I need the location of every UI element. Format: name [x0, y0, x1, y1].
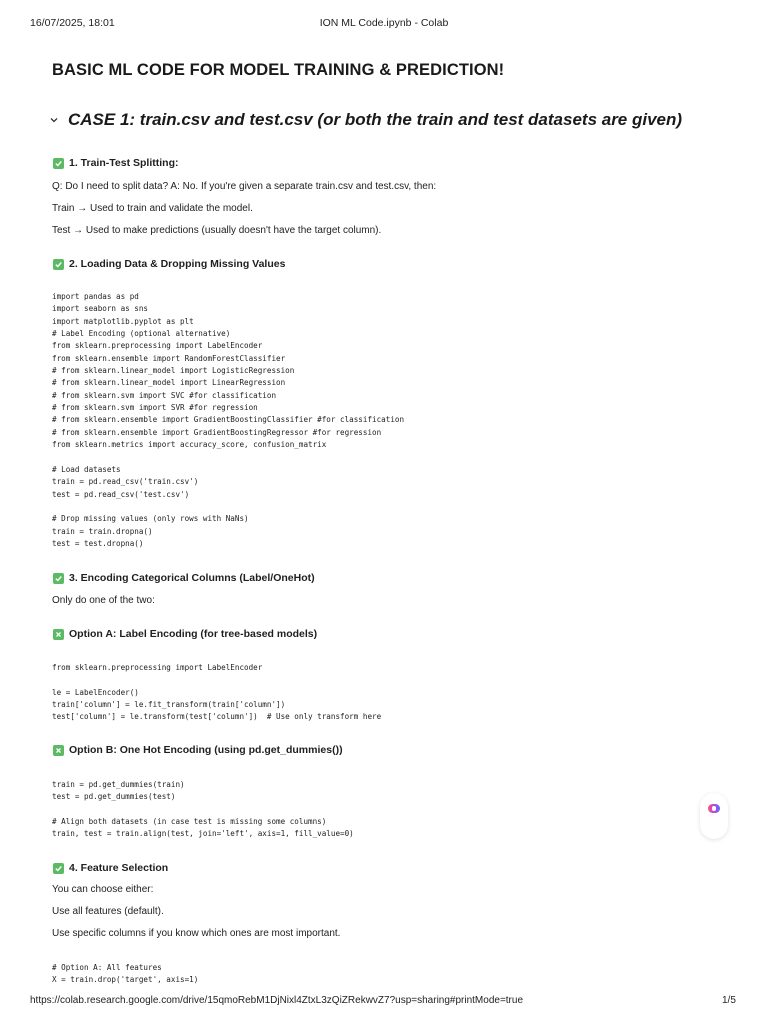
section-4-heading	[53, 862, 168, 874]
paragraph: Q: Do I need to split data? A: No. If you're given a separate train.csv and test.csv, then:	[52, 181, 437, 192]
gemini-assistant-button[interactable]	[700, 793, 728, 839]
check-box-icon	[53, 158, 64, 169]
code-block-label-encoding: from sklearn.preprocessing import LabelEncoder le = LabelEncoder() train['column'] = le.fit_transform(train['column']) test['column'] = le.transform(test['column']) # Use only transform here	[52, 663, 382, 722]
code-block-load-data: import pandas as pd import seaborn as sns import matplotlib.pyplot as plt # Label Encoding (optional alternative) from sklearn.preprocessing import LabelEncoder from sklearn.ensemble import RandomForestClassifier # from sklearn.linear_model import LogisticRegression # from sklearn.linear_model import LinearRegression # from sklearn.svm import SVC #for classification # from sklearn.svm import SVR #for regression # from sklearn.ensemble import GradientBoostingClassifier #for classification # from sklearn.ensemble import GradientBoostingRegressor #for regression from sklearn.metrics import accuracy_score, confusion_matrix # Load datasets train = pd.read_csv('train.csv') test = pd.read_csv('test.csv') # Drop missing values (only rows with NaNs) train = train.dropna() test = test.dropna()	[52, 292, 405, 548]
paragraph: Test → Used to make predictions (usually doesn't have the target column).	[52, 225, 382, 236]
chevron-down-icon[interactable]	[46, 112, 62, 128]
section-2-heading	[53, 258, 285, 270]
paragraph: Use specific columns if you know which ones are most important.	[52, 928, 341, 939]
print-doc-title: ION ML Code.ipynb - Colab	[319, 17, 449, 29]
page-number: 1/5	[722, 995, 736, 1006]
print-datetime: 16/07/2025, 18:01	[30, 17, 115, 29]
section-1-heading	[53, 157, 178, 169]
option-b-heading-text: Option B: One Hot Encoding (using pd.get_dummies())	[69, 744, 343, 756]
print-url: https://colab.research.google.com/drive/15qmoRebM1DjNixl4ZtxL3zQiZRekwvZ7?usp=sharing#printMode=true	[30, 995, 524, 1006]
section-2-heading-text: 2. Loading Data & Dropping Missing Values	[69, 258, 286, 270]
gemini-spark-icon	[708, 804, 720, 813]
section-3-heading-text: 3. Encoding Categorical Columns (Label/OneHot)	[69, 572, 315, 584]
check-box-icon	[53, 573, 64, 584]
code-block-one-hot: train = pd.get_dummies(train) test = pd.get_dummies(test) # Align both datasets (in case test is missing some columns) train, test = train.align(test, join='left', axis=1, fill_value=0)	[52, 780, 354, 839]
section-1-heading-text: 1. Train-Test Splitting:	[69, 157, 179, 169]
paragraph: Only do one of the two:	[52, 595, 155, 606]
x-box-icon	[53, 629, 64, 640]
code-block-feature-selection: # Option A: All features X = train.drop('target', axis=1)	[52, 963, 199, 985]
paragraph: You can choose either:	[52, 884, 154, 895]
check-box-icon	[53, 863, 64, 874]
check-box-icon	[53, 259, 64, 270]
paragraph: Use all features (default).	[52, 906, 164, 917]
paragraph: Train → Used to train and validate the model.	[52, 203, 253, 214]
section-3-heading	[53, 572, 315, 584]
case-1-heading-row[interactable]	[46, 110, 682, 130]
option-a-heading-text: Option A: Label Encoding (for tree-based models)	[69, 628, 318, 640]
option-a-heading	[53, 628, 317, 640]
case-1-heading: CASE 1: train.csv and test.csv (or both the train and test datasets are given)	[68, 110, 683, 129]
x-box-icon	[53, 745, 64, 756]
section-4-heading-text: 4. Feature Selection	[69, 862, 169, 874]
option-b-heading	[53, 744, 343, 756]
page-title: BASIC ML CODE FOR MODEL TRAINING & PREDICTION!	[52, 61, 505, 79]
